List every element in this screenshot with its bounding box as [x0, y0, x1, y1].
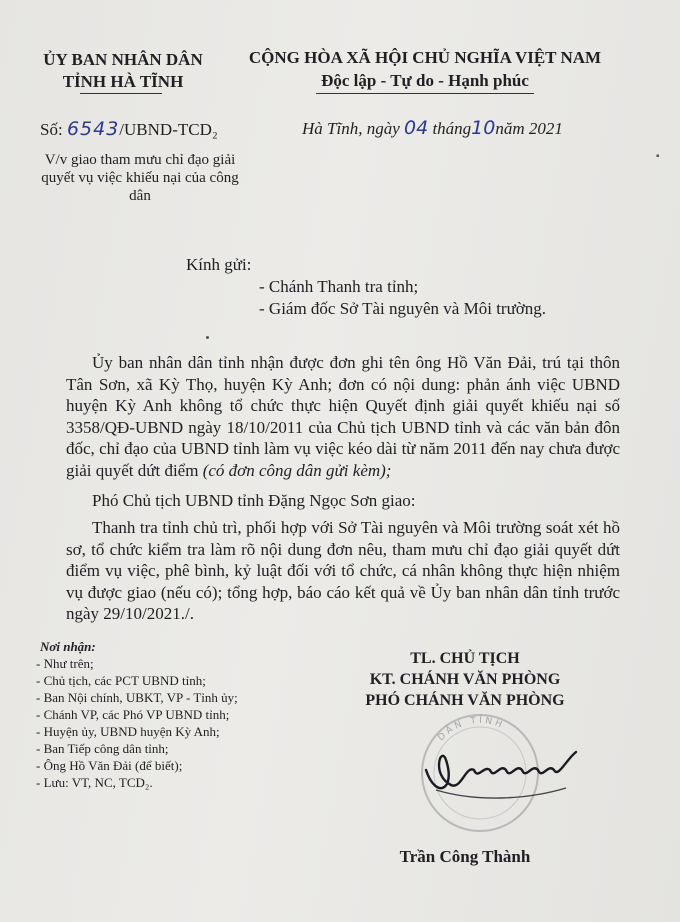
- doc-number-suffix: /UBND-TCD₂: [119, 120, 218, 139]
- receiver-item: - Ông Hồ Văn Đải (để biết);: [36, 758, 183, 773]
- date-day: 04: [404, 117, 429, 139]
- receiver-item: - Như trên;: [36, 656, 94, 671]
- document-number: [40, 118, 218, 140]
- date-month-label: tháng: [432, 119, 472, 138]
- national-title: CỘNG HÒA XÃ HỘI CHỦ NGHĨA VIỆT NAM: [248, 48, 602, 67]
- subject-line: V/v giao tham mưu chỉ đạo giải quyết vụ việc khiếu nại của công dân: [41, 152, 239, 204]
- doc-number-handwritten: 6543: [66, 118, 120, 140]
- greeting: Kính gửi:: [186, 255, 252, 274]
- issuer-name: ỦY BAN NHÂN DÂN: [43, 50, 203, 69]
- body-paragraph-2: Phó Chủ tịch UBND tỉnh Đặng Ngọc Sơn giao:: [92, 491, 416, 510]
- signature-title-2: KT. CHÁNH VĂN PHÒNG: [369, 671, 561, 688]
- motto-underline: [316, 93, 534, 94]
- issuer-province: TỈNH HÀ TĨNH: [62, 72, 184, 91]
- receiver-item: - Lưu: VT, NC, TCD₂.: [36, 775, 153, 790]
- receiver-item: - Ban Nội chính, UBKT, VP - Tỉnh ủy;: [36, 690, 238, 705]
- signature-title-1: TL. CHỦ TỊCH: [410, 650, 520, 667]
- body-p1-text: Ủy ban nhân dân tỉnh nhận được đơn ghi tên ông Hồ Văn Đải, trú tại thôn Tân Sơn, xã Kỳ Thọ, huyện Kỳ Anh; đơn có nội dung: phản ánh việc UBND huyện Kỳ Anh không tổ chức thực hiện Quyết định giải quyết khiếu nại số 3358/QĐ-UBND ngày 18/10/2011 của Chủ tịch UBND tỉnh và các văn bản đôn đốc, chỉ đạo của UBND tỉnh làm vụ việc kéo dài từ năm 2011 đến nay chưa được giải quyết dứt điểm: [66, 353, 620, 480]
- doc-number-prefix: Số:: [40, 120, 63, 139]
- place-date: [302, 117, 563, 139]
- seal-text: DÂN TỈNH: [436, 715, 507, 744]
- receiver-item: - Chánh VP, các Phó VP UBND tỉnh;: [36, 707, 230, 722]
- receiver-item: - Chủ tịch, các PCT UBND tỉnh;: [36, 673, 206, 688]
- date-place: Hà Tĩnh, ngày: [302, 119, 400, 138]
- recipient-item: - Giám đốc Sở Tài nguyên và Môi trường.: [259, 299, 547, 318]
- national-motto: Độc lập - Tự do - Hạnh phúc: [321, 71, 529, 90]
- recipient-item: - Chánh Thanh tra tỉnh;: [259, 277, 419, 296]
- ink-speck: [206, 336, 209, 339]
- receiver-item: - Ban Tiếp công dân tỉnh;: [36, 741, 169, 756]
- body-paragraph-3: Thanh tra tỉnh chủ trì, phối hợp với Sở Tài nguyên và Môi trường soát xét hồ sơ, tổ chức kiểm tra làm rõ nội dung đơn nêu, tham mưu chỉ đạo giải quyết dứt điểm vụ việc, phê bình, kỷ luật đối với tổ chức, cá nhân không thực hiện nhiệm vụ được giao (nếu có); tổng hợp, báo cáo kết quả về Ủy ban nhân dân tỉnh trước ngày 29/10/2021./.: [66, 518, 620, 623]
- signer-name: Trần Công Thành: [399, 847, 531, 866]
- body-paragraph-1: [66, 352, 620, 481]
- issuer-underline: [80, 93, 162, 94]
- body-p1-italic: (có đơn công dân gửi kèm);: [202, 460, 392, 480]
- handwritten-signature-icon: [416, 730, 586, 810]
- signature-title-3: PHÓ CHÁNH VĂN PHÒNG: [365, 692, 565, 709]
- date-year: năm 2021: [495, 119, 563, 138]
- date-month: 10: [471, 117, 496, 139]
- margin-mark: ▪: [656, 151, 660, 162]
- receivers-title: Nơi nhận:: [40, 639, 96, 654]
- receiver-item: - Huyện ủy, UBND huyện Kỳ Anh;: [36, 724, 220, 739]
